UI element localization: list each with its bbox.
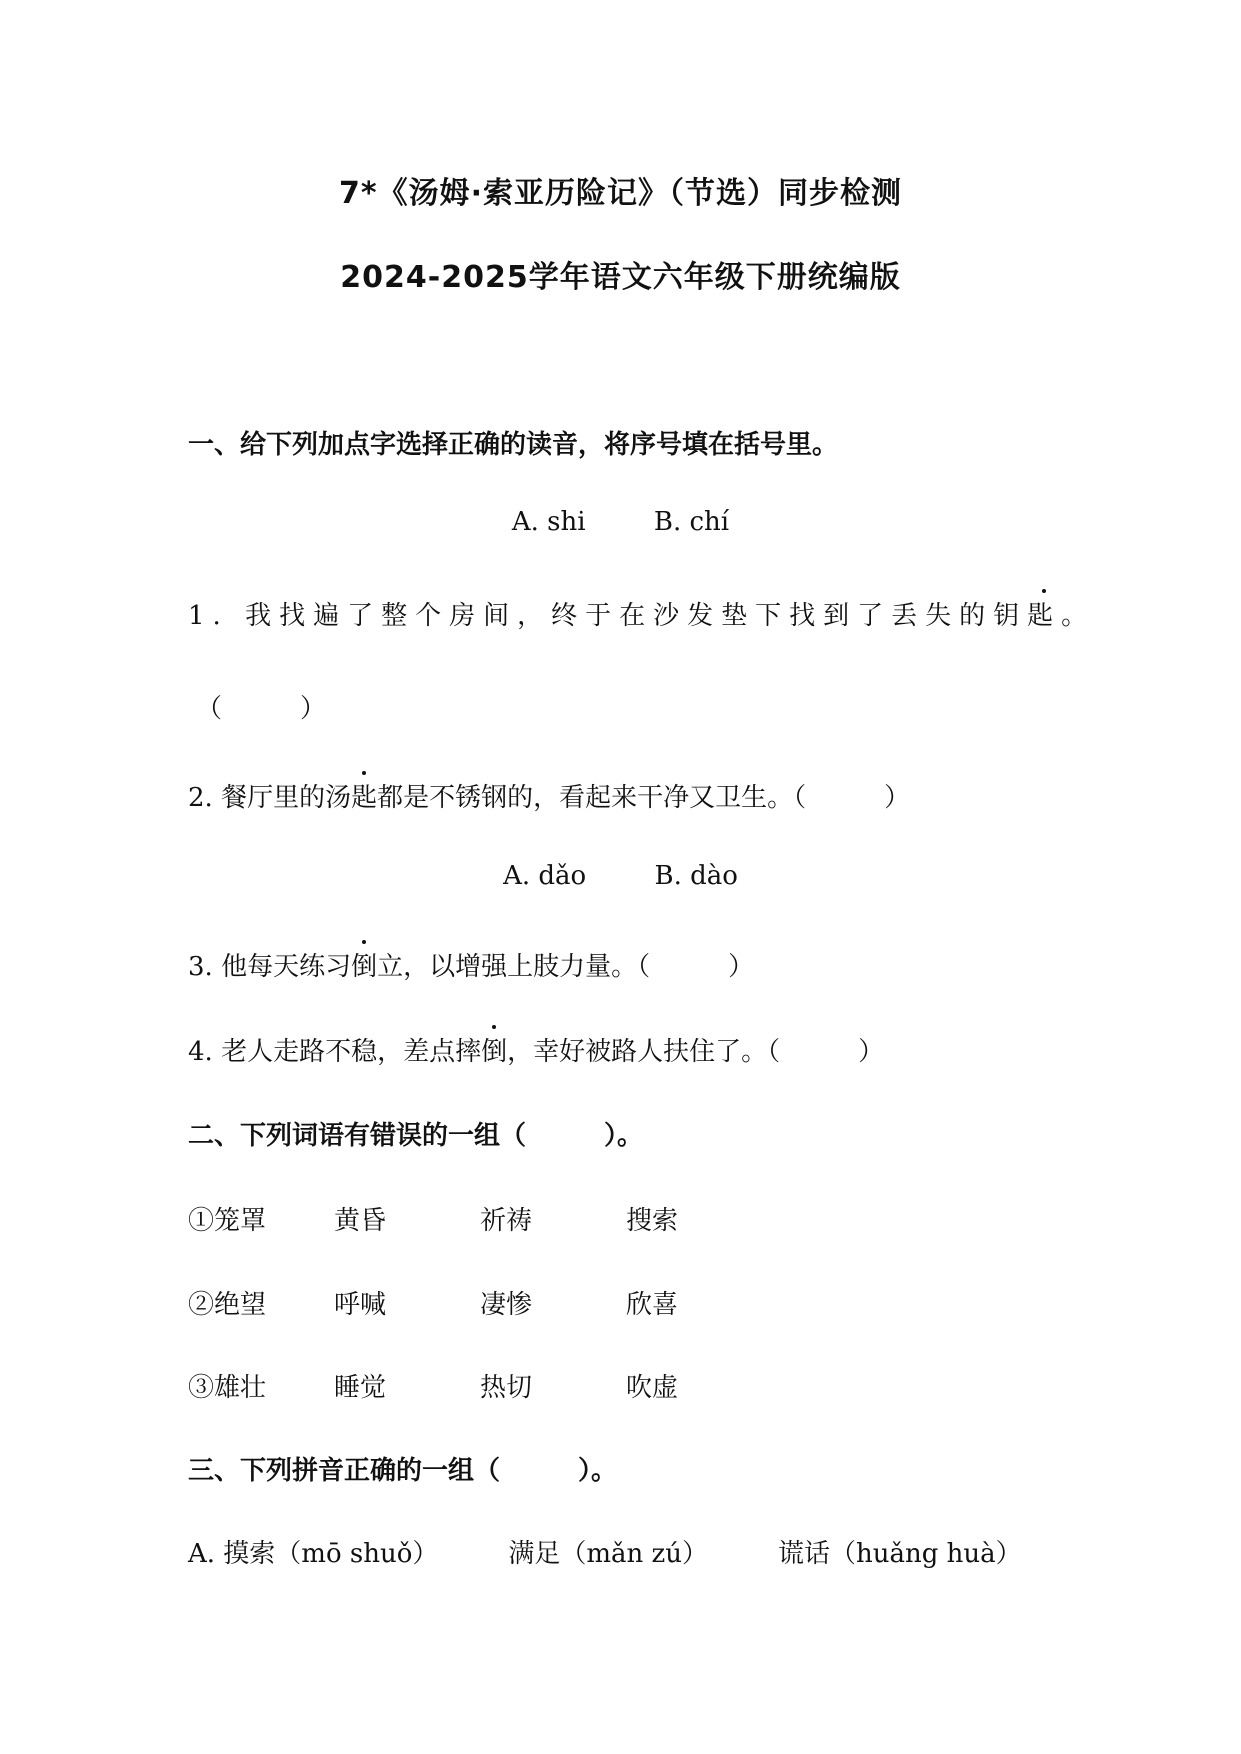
pinyin-item: 满足（mǎn zú） — [508, 1539, 708, 1569]
pinyin-item: 谎话（huǎng huà） — [777, 1539, 1022, 1569]
option-b: B. dào — [654, 861, 738, 891]
section1-heading: 一、给下列加点字选择正确的读音，将序号填在括号里。 — [188, 430, 839, 460]
question-1-end: 。 — [1061, 601, 1096, 631]
word: 欣喜 — [626, 1290, 679, 1320]
word: ②绝望 — [188, 1290, 267, 1320]
dotted-char: 匙 — [351, 777, 377, 814]
pinyin-option-a — [188, 1533, 1092, 1570]
options-row-1 — [0, 507, 1241, 537]
section2-heading: 二、下列词语有错误的一组（ ）。 — [188, 1121, 644, 1151]
question-1-text: 1. 我找遍了整个房间，终于在沙发垫下找到了丢失的钥 — [188, 601, 1028, 631]
word: 热切 — [480, 1373, 533, 1403]
word: 搜索 — [626, 1206, 679, 1236]
question-1 — [188, 595, 1095, 632]
question-2-text: 2. 餐厅里的汤 — [188, 783, 352, 813]
word: 黄昏 — [334, 1206, 387, 1236]
dotted-char: 倒 — [351, 946, 377, 983]
pinyin-item: A. 摸索（mō shuǒ） — [188, 1539, 439, 1569]
option-b: B. chí — [653, 507, 730, 537]
section3-heading: 三、下列拼音正确的一组（ ）。 — [188, 1456, 618, 1486]
worksheet-title: 7*《汤姆·索亚历险记》（节选）同步检测 — [339, 176, 902, 211]
question-4-end: ，幸好被路人扶住了。（ ） — [507, 1037, 885, 1067]
word: 呼喊 — [334, 1290, 387, 1320]
word-group-1 — [188, 1200, 772, 1237]
question-3-text: 3. 他每天练习 — [188, 952, 352, 982]
word-group-2 — [188, 1284, 772, 1321]
question-2-end: 都是不锈钢的，看起来干净又卫生。（ ） — [377, 783, 911, 813]
word-group-3 — [188, 1367, 772, 1404]
option-a: A. shi — [511, 507, 586, 537]
question-2 — [188, 777, 910, 814]
question-4 — [188, 1031, 884, 1068]
word: 吹虚 — [626, 1373, 679, 1403]
dotted-char: 倒 — [481, 1031, 507, 1068]
word: 睡觉 — [334, 1373, 387, 1403]
worksheet-subtitle: 2024-2025学年语文六年级下册统编版 — [340, 260, 901, 295]
word: ①笼罩 — [188, 1206, 267, 1236]
option-a: A. dǎo — [503, 861, 587, 891]
word: ③雄壮 — [188, 1373, 267, 1403]
question-3-end: 立，以增强上肢力量。（ ） — [377, 952, 755, 982]
options-row-2 — [0, 861, 1241, 891]
word: 祈祷 — [480, 1206, 533, 1236]
dotted-char: 匙 — [1027, 595, 1061, 632]
question-3 — [188, 946, 754, 983]
word: 凄惨 — [480, 1290, 533, 1320]
question-4-text: 4. 老人走路不稳，差点摔 — [188, 1037, 482, 1067]
question-1-answer-blank[interactable]: （ ） — [196, 694, 327, 724]
